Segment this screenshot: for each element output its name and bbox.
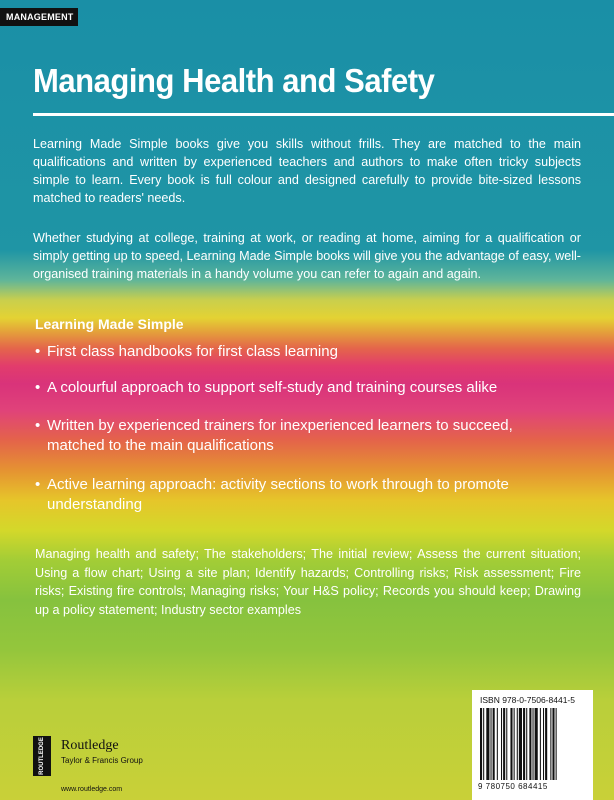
- publisher-url: www.routledge.com: [61, 786, 123, 793]
- barcode-digits: 9 780750 684415: [478, 782, 548, 791]
- isbn-label: ISBN 978-0-7506-8441-5: [480, 695, 575, 705]
- category-badge: MANAGEMENT: [0, 8, 78, 26]
- list-item-text: First class handbooks for first class learning: [47, 343, 338, 360]
- routledge-logo-icon: [33, 736, 51, 776]
- publisher-group: Taylor & Francis Group: [61, 756, 143, 765]
- intro-paragraph: Learning Made Simple books give you skills without frills. They are matched to the main qualifications and written by experienced teachers and authors to make often tricky subjects simple to learn. Every book is full colour and designed carefully to provide bite-sized lessons matched to readers' needs.: [33, 137, 581, 205]
- list-item: [35, 475, 555, 515]
- topics-list: Managing health and safety; The stakeholders; The initial review; Assess the current situation; Using a flow chart; Using a site plan; Identify hazards; Controlling risks; Risk assessment; Fire risks; Existing fire controls; Managing risks; Your H&S policy; Records you should keep; Drawing up a policy statement; Industry sector examples: [35, 547, 581, 617]
- features-heading: Learning Made Simple: [35, 316, 184, 332]
- bullet-icon: •: [35, 379, 41, 396]
- list-item: [35, 416, 555, 456]
- page-title: Managing Health and Safety: [33, 62, 435, 99]
- barcode-panel: [472, 690, 593, 800]
- bullet-icon: •: [35, 476, 41, 493]
- bullet-icon: •: [35, 343, 41, 360]
- logo-text: ROUTLEDGE: [39, 737, 46, 775]
- list-item-text: Active learning approach: activity sections to work through to promote understanding: [47, 476, 509, 513]
- list-item: [35, 342, 555, 362]
- second-paragraph: Whether studying at college, training at work, or reading at home, aiming for a qualification or simply getting up to speed, Learning Made Simple books will give you the advantage of easy, well-organised training materials in a handy volume you can refer to again and again.: [33, 231, 581, 281]
- list-item-text: Written by experienced trainers for inexperienced learners to succeed, matched to the main qualifications: [47, 417, 513, 454]
- title-divider: [33, 113, 614, 116]
- barcode-icon: [480, 708, 585, 780]
- list-item-text: A colourful approach to support self-study and training courses alike: [47, 379, 498, 396]
- bullet-icon: •: [35, 417, 41, 434]
- list-item: [35, 378, 555, 398]
- publisher-name: Routledge: [61, 738, 119, 753]
